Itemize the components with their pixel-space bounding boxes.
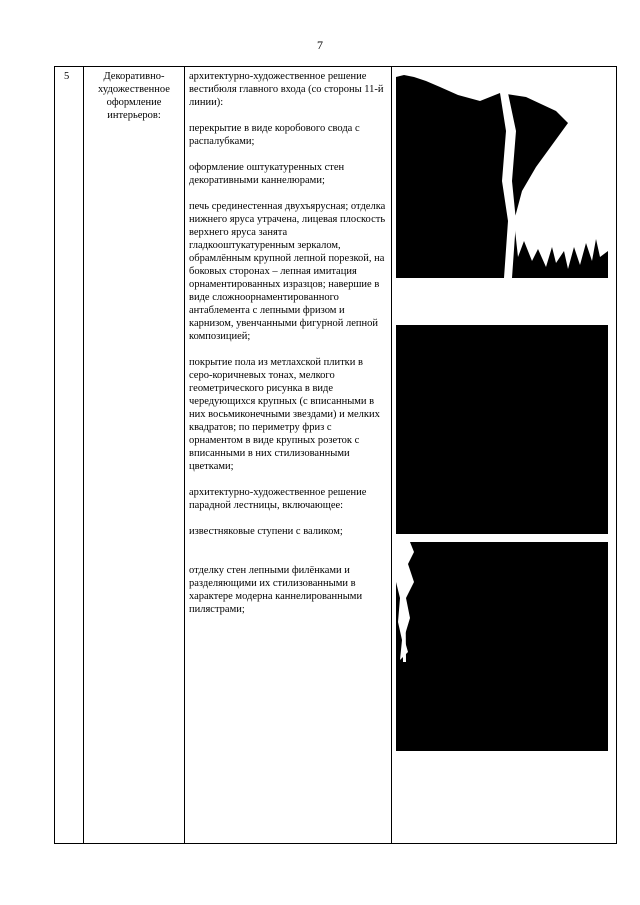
description-item: архитектурно-художественное решение вестибюля главного входа (со стороны 11-й линии): [189, 71, 384, 108]
description-item: покрытие пола из метлахской плитки в серо-коричневых тонах, мелкого геометрического рисунка в виде чередующихся крупных (с вписанными в них восьмиконечными звездами) и мелких квадратов; по периметру фриз с орнаментом в виде крупных розеток с вписанными в них стилизованными цветками; [189, 357, 380, 472]
description-item: отделку стен лепными филёнками и разделяющими их стилизованными в характере модерна каннелированными пилястрами; [189, 565, 363, 615]
item-name-cell [84, 67, 185, 844]
monument-description-table [54, 66, 617, 844]
description-item: известняковые ступени с валиком; [189, 526, 343, 537]
page-number: 7 [317, 38, 323, 52]
vestibule-ceiling-photo [396, 71, 608, 278]
description-list [185, 67, 391, 616]
description-item: перекрытие в виде коробового свода с распалубками; [189, 123, 360, 147]
vestibule-stove-photo [396, 325, 608, 534]
row-number: 5 [64, 71, 70, 82]
photo-cell [392, 67, 617, 844]
description-item: оформление оштукатуренных стен декоративными каннелюрами; [189, 162, 345, 186]
row-number-cell [55, 67, 84, 844]
description-cell [185, 67, 392, 844]
table-row [55, 67, 617, 844]
description-item: архитектурно-художественное решение парадной лестницы, включающее: [189, 487, 367, 511]
staircase-photo [396, 542, 608, 751]
description-item: печь срединестенная двухъярусная; отделка нижнего яруса утрачена, лицевая плоскость верхнего яруса занята гладкооштукатуренным зеркалом, обрамлённым крупной лепной порезкой, на боковых сторонах – лепная имитация орнаментированных изразцов; навершие в виде сложноорнаментированного антаблемента с лепными фризом и карнизом, увенчанными фигурной лепной композицией; [189, 201, 386, 342]
item-name: Декоративно-художественное оформление интерьеров: [98, 71, 170, 121]
